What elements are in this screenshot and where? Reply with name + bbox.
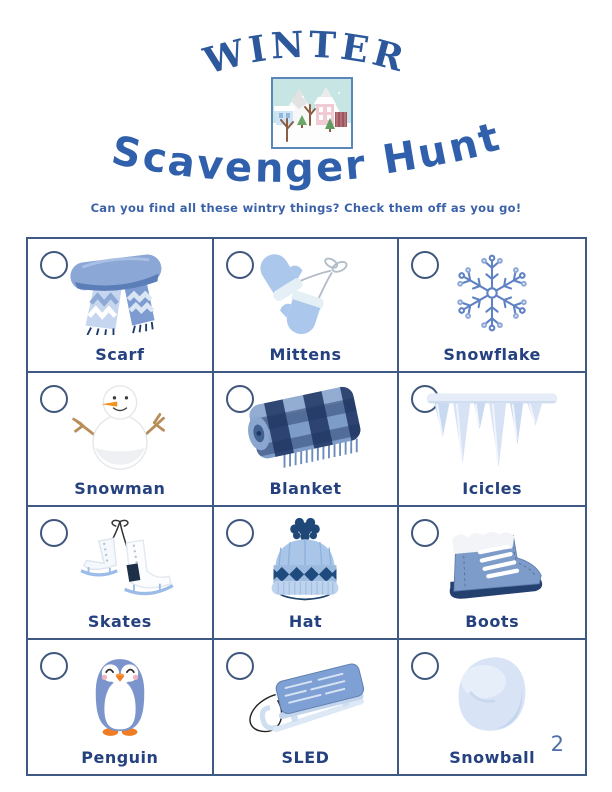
sled-icon bbox=[214, 642, 398, 749]
grid-cell-snowflake bbox=[399, 239, 585, 373]
boots-icon bbox=[399, 509, 585, 614]
grid-cell-snowman bbox=[28, 373, 214, 507]
item-label: SLED bbox=[281, 748, 330, 767]
winter-title: WINTER bbox=[199, 23, 414, 83]
grid-cell-hat bbox=[214, 507, 400, 641]
page-number: 2 bbox=[550, 732, 564, 756]
grid-cell-sled bbox=[214, 640, 400, 774]
item-label: Hat bbox=[288, 612, 323, 632]
item-label: Snowflake bbox=[443, 344, 541, 364]
hat-icon bbox=[214, 509, 398, 614]
item-label: Skates bbox=[87, 612, 152, 632]
item-label: Blanket bbox=[269, 478, 342, 498]
skates-icon bbox=[28, 509, 212, 614]
script-title: Scavenger Hunt bbox=[107, 113, 506, 193]
item-label: Mittens bbox=[269, 344, 342, 364]
grid-cell-blanket bbox=[214, 373, 400, 507]
grid-cell-snowball bbox=[399, 640, 585, 774]
item-label: Boots bbox=[465, 612, 520, 632]
item-label: Snowball bbox=[449, 748, 536, 767]
village-scene-icon bbox=[273, 79, 351, 147]
mittens-icon bbox=[214, 241, 398, 346]
item-label: Snowman bbox=[74, 478, 166, 498]
item-label: Icicles bbox=[462, 478, 523, 498]
icicles-icon bbox=[399, 375, 585, 480]
grid-cell-scarf bbox=[28, 239, 214, 373]
snowflake-icon bbox=[399, 241, 585, 346]
snowman-icon bbox=[28, 375, 212, 480]
grid-cell-boots bbox=[399, 507, 585, 641]
item-label: Penguin bbox=[81, 748, 159, 767]
blanket-icon bbox=[214, 375, 398, 480]
grid-cell-mittens bbox=[214, 239, 400, 373]
grid-cell-penguin bbox=[28, 640, 214, 774]
instruction-text: Can you find all these wintry things? Check them off as you go! bbox=[90, 201, 522, 215]
penguin-icon bbox=[28, 642, 212, 749]
item-label: Scarf bbox=[95, 344, 145, 364]
grid-cell-icicles bbox=[399, 373, 585, 507]
scavenger-grid bbox=[26, 237, 587, 776]
scarf-icon bbox=[28, 241, 212, 346]
grid-cell-skates bbox=[28, 507, 214, 641]
